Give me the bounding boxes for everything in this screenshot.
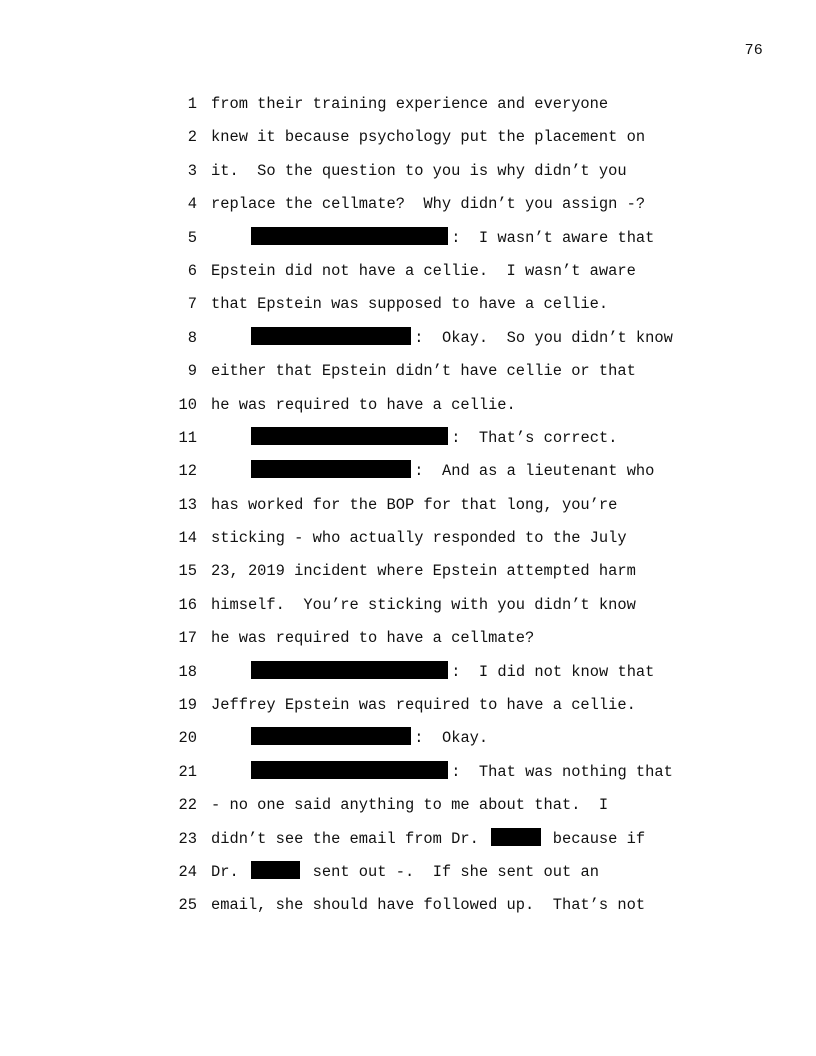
line-segment: from their training experience and everyone (211, 95, 609, 113)
line-segment: : I did not know that (451, 662, 655, 681)
line-number: 20 (178, 729, 197, 748)
line-segment: didn’t see the email from Dr. (211, 829, 489, 848)
line-number: 3 (187, 161, 197, 180)
line-text (211, 426, 617, 450)
line-number: 18 (178, 662, 197, 681)
line-number: 16 (178, 595, 197, 614)
transcript-line (0, 760, 816, 793)
line-text (211, 326, 673, 350)
line-number: 17 (178, 629, 197, 648)
line-segment: himself. You’re sticking with you didn’t know (211, 595, 636, 614)
transcript-line (0, 125, 816, 158)
transcript-line (0, 259, 816, 292)
line-number: 2 (187, 128, 197, 147)
line-segment: replace the cellmate? Why didn’t you assign -? (211, 195, 646, 214)
line-number: 25 (178, 896, 197, 915)
line-text (211, 459, 654, 483)
line-text (211, 693, 636, 717)
line-segment (211, 663, 248, 681)
line-text (211, 860, 599, 884)
transcript-line (0, 92, 816, 125)
line-text (211, 259, 636, 283)
line-text (211, 125, 645, 149)
line-segment (211, 329, 248, 347)
transcript-line (0, 393, 816, 426)
transcript-line (0, 860, 816, 893)
line-segment: : And as a lieutenant who (414, 462, 655, 481)
line-segment: that Epstein was supposed to have a cellie. (211, 295, 609, 314)
line-segment: because if (543, 829, 646, 848)
line-text (211, 760, 673, 784)
line-segment: knew it because psychology put the placement on (211, 128, 646, 147)
transcript-line (0, 226, 816, 259)
line-segment: has worked for the BOP for that long, you’re (211, 495, 618, 514)
transcript-line (0, 693, 816, 726)
line-segment: Dr. (211, 862, 248, 881)
transcript-line (0, 593, 816, 626)
line-text (211, 726, 488, 750)
redaction-bar (251, 761, 448, 779)
line-number: 9 (187, 362, 197, 381)
line-segment (211, 229, 248, 247)
line-number: 10 (178, 395, 197, 414)
line-segment: : I wasn’t aware that (451, 228, 655, 247)
line-segment: Epstein did not have a cellie. I wasn’t aware (211, 261, 636, 280)
transcript-line (0, 426, 816, 459)
line-segment (211, 429, 248, 447)
line-segment: he was required to have a cellmate? (211, 629, 535, 648)
line-number: 6 (187, 261, 197, 280)
line-text (211, 92, 608, 116)
line-number: 13 (178, 495, 197, 514)
line-segment (211, 729, 248, 747)
line-text (211, 292, 608, 316)
line-text (211, 660, 654, 684)
line-segment: sent out -. If she sent out an (303, 862, 599, 881)
line-text (211, 226, 654, 250)
line-text (211, 393, 516, 417)
transcript-line (0, 459, 816, 492)
line-segment: : That’s correct. (451, 428, 618, 447)
line-number: 7 (187, 295, 197, 314)
line-text (211, 526, 627, 550)
line-number: 21 (178, 762, 197, 781)
line-number: 19 (178, 696, 197, 715)
line-number: 4 (187, 195, 197, 214)
transcript-line (0, 626, 816, 659)
line-number: 8 (187, 328, 197, 347)
transcript-line (0, 793, 816, 826)
redaction-bar (251, 861, 300, 879)
line-segment: : That was nothing that (451, 762, 673, 781)
redaction-bar (251, 327, 411, 345)
redaction-bar (251, 427, 448, 445)
redaction-bar (251, 227, 448, 245)
line-text (211, 159, 627, 183)
transcript-line (0, 292, 816, 325)
line-number: 5 (187, 228, 197, 247)
transcript-line (0, 326, 816, 359)
line-number: 23 (178, 829, 197, 848)
transcript-line (0, 192, 816, 225)
line-segment (211, 462, 248, 480)
transcript-body (0, 92, 816, 927)
line-segment: email, she should have followed up. That’s not (211, 896, 646, 915)
line-segment: - no one said anything to me about that. I (211, 796, 609, 815)
redaction-bar (491, 828, 540, 846)
line-segment: : Okay. (414, 729, 489, 748)
line-text (211, 559, 636, 583)
line-text (211, 192, 645, 216)
line-segment: : Okay. So you didn’t know (414, 328, 673, 347)
line-number: 12 (178, 462, 197, 481)
transcript-line (0, 526, 816, 559)
transcript-line (0, 493, 816, 526)
line-segment: sticking - who actually responded to the July (211, 529, 627, 548)
line-number: 24 (178, 862, 197, 881)
line-number: 11 (178, 428, 197, 447)
line-number: 15 (178, 562, 197, 581)
line-text (211, 626, 534, 650)
line-segment (211, 763, 248, 781)
line-segment: he was required to have a cellie. (211, 395, 516, 414)
line-text (211, 893, 645, 917)
transcript-line (0, 827, 816, 860)
line-number: 1 (187, 95, 197, 113)
line-text (211, 493, 617, 517)
line-number: 14 (178, 529, 197, 548)
transcript-line (0, 359, 816, 392)
line-segment: either that Epstein didn’t have cellie or that (211, 362, 636, 381)
transcript-line (0, 660, 816, 693)
line-text (211, 359, 636, 383)
line-text (211, 593, 636, 617)
line-segment: Jeffrey Epstein was required to have a cellie. (211, 696, 636, 715)
transcript-line (0, 726, 816, 759)
line-segment: 23, 2019 incident where Epstein attempted harm (211, 562, 636, 581)
line-text (211, 793, 608, 817)
redaction-bar (251, 727, 411, 745)
line-text (211, 827, 645, 851)
line-segment: it. So the question to you is why didn’t you (211, 161, 627, 180)
redaction-bar (251, 661, 448, 679)
line-number: 22 (178, 796, 197, 815)
transcript-line (0, 893, 816, 926)
redaction-bar (251, 460, 411, 478)
transcript-line (0, 559, 816, 592)
transcript-line (0, 159, 816, 192)
page-number: 76 (744, 42, 763, 59)
